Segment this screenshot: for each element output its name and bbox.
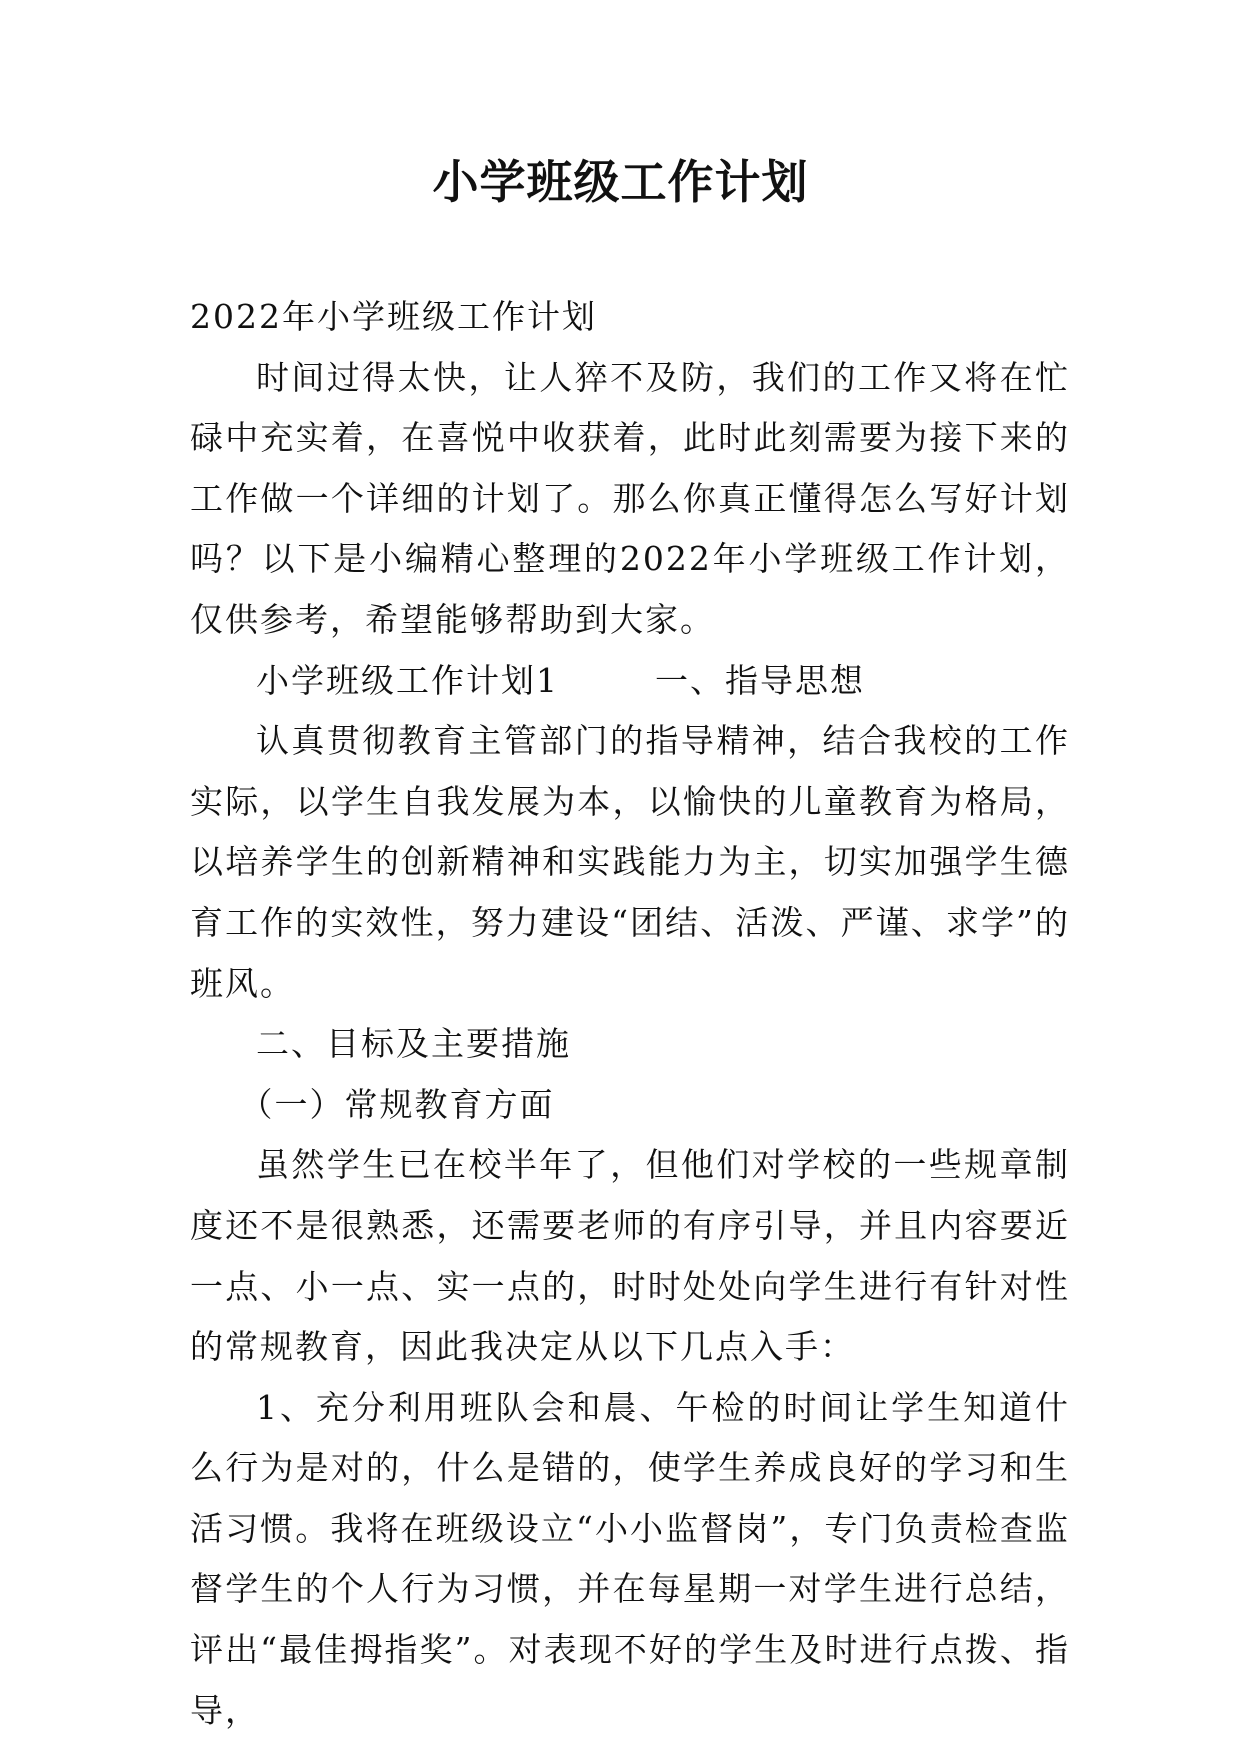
subsection1-heading: （一）常规教育方面 [239,1084,555,1124]
plan-label: 小学班级工作计划1 [256,660,559,700]
document-title: 小学班级工作计划 [432,155,809,209]
document-subtitle: 2022年小学班级工作计划 [190,297,597,336]
section1-heading: 一、指导思想 [655,660,865,700]
subsection1-paragraph: 虽然学生已在校半年了，但他们对学校的一些规章制度还不是很熟悉，还需要老师的有序引导，并且内容要近一点、小一点、实一点的，时时处处向学生进行有针对性的常规教育，因此我决定从以下几点入手： [190,1145,1070,1367]
document-body [190,287,1070,1741]
plan-heading-line [190,651,1070,712]
intro-paragraph: 时间过得太快，让人猝不及防，我们的工作又将在忙碌中充实着，在喜悦中收获着，此时此刻需要为接下来的工作做一个详细的计划了。那么你真正懂得怎么写好计划吗？以下是小编精心整理的2022年小学班级工作计划，仅供参考，希望能够帮助到大家。 [190,357,1070,639]
item1-paragraph: 1、充分利用班队会和晨、午检的时间让学生知道什么行为是对的，什么是错的，使学生养成良好的学习和生活习惯。我将在班级设立“小小监督岗”，专门负责检查监督学生的个人行为习惯，并在每星期一对学生进行总结，评出“最佳拇指奖”。对表现不好的学生及时进行点拨、指导， [190,1387,1070,1730]
section1-paragraph: 认真贯彻教育主管部门的指导精神，结合我校的工作实际，以学生自我发展为本，以愉快的儿童教育为格局，以培养学生的创新精神和实践能力为主，切实加强学生德育工作的实效性，努力建设“团结、活泼、严谨、求学”的班风。 [190,721,1070,1003]
section2-heading: 二、目标及主要措施 [256,1024,571,1064]
